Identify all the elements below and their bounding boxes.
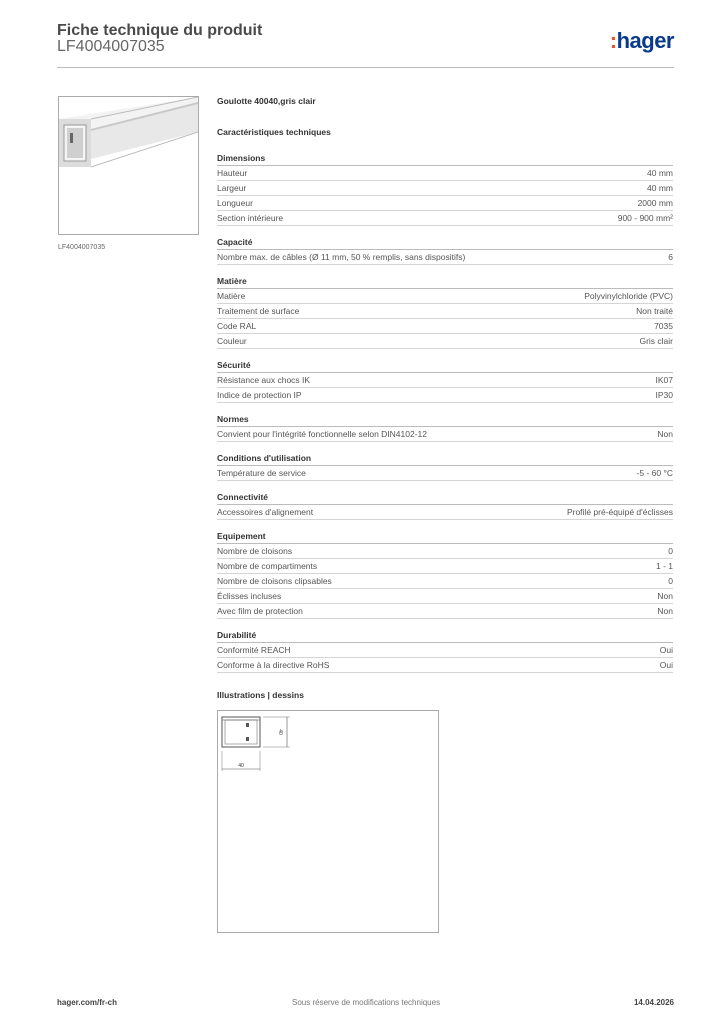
specs-heading: Caractéristiques techniques [217,127,331,137]
spec-row [217,166,673,181]
spec-section [217,628,673,673]
spec-row [217,319,673,334]
section-heading: Durabilité [217,628,673,643]
hager-logo [610,28,674,54]
spec-section [217,151,673,226]
section-heading: Sécurité [217,358,673,373]
spec-value: 900 - 900 mm² [617,213,673,223]
spec-label: Température de service [217,468,306,478]
spec-section [217,490,673,520]
spec-value: 0 [668,576,673,586]
spec-label: Hauteur [217,168,248,178]
spec-value: 0 [668,546,673,556]
spec-label: Conforme à la directive RoHS [217,660,330,670]
spec-section [217,412,673,442]
spec-label: Longueur [217,198,253,208]
section-heading: Connectivité [217,490,673,505]
spec-row [217,289,673,304]
spec-sections [217,151,673,673]
spec-row [217,574,673,589]
spec-row [217,589,673,604]
height-dimension-label: 40 [277,729,283,735]
width-dimension-label: 40 [238,763,244,769]
spec-value: 40 mm [647,168,673,178]
illustrations-title: Illustrations | dessins [217,690,304,700]
spec-label: Convient pour l'intégrité fonctionnelle selon DIN4102-12 [217,429,428,439]
spec-section [217,274,673,349]
spec-row [217,427,673,442]
spec-label: Code RAL [217,321,257,331]
spec-row [217,211,673,226]
spec-label: Matière [217,291,246,301]
spec-label: Accessoires d'alignement [217,507,314,517]
section-heading: Conditions d'utilisation [217,451,673,466]
spec-row [217,505,673,520]
spec-value: -5 - 60 °C [636,468,673,478]
footer-website: hager.com/fr-ch [57,998,118,1007]
spec-label: Traitement de surface [217,306,300,316]
spec-value: 6 [668,252,673,262]
spec-value: Gris clair [639,336,673,346]
cross-section-drawing [218,711,438,932]
spec-label: Section intérieure [217,213,284,223]
spec-value: 2000 mm [637,198,673,208]
footer-disclaimer: Sous réserve de modifications techniques [292,998,441,1007]
logo-dots: : [609,28,617,53]
footer-date: 14.04.2026 [633,998,674,1007]
spec-value: Polyvinylchloride (PVC) [584,291,673,301]
spec-row [217,388,673,403]
spec-label: Conformité REACH [217,645,291,655]
product-reference: LF4004007035 [57,38,165,55]
spec-value: 7035 [654,321,673,331]
spec-value: 40 mm [647,183,673,193]
header-divider [57,67,674,68]
section-heading: Dimensions [217,151,673,166]
spec-value: IP30 [655,390,673,400]
spec-label: Nombre de compartiments [217,561,318,571]
spec-row [217,304,673,319]
spec-value: IK07 [655,375,673,385]
illustration-box [217,710,439,933]
spec-row [217,544,673,559]
page-title: Fiche technique du produit [57,22,263,39]
section-heading: Matière [217,274,673,289]
spec-label: Nombre de cloisons clipsables [217,576,332,586]
product-name: Goulotte 40040,gris clair [217,96,316,106]
spec-value: Profilé pré-équipé d'éclisses [566,507,673,517]
spec-section [217,358,673,403]
section-heading: Capacité [217,235,673,250]
spec-row [217,196,673,211]
spec-label: Indice de protection IP [217,390,302,400]
spec-value: Non [657,429,673,439]
spec-value: Oui [659,660,673,670]
spec-row [217,466,673,481]
section-heading: Normes [217,412,673,427]
product-image-caption: LF4004007035 [58,244,106,251]
spec-label: Avec film de protection [217,606,303,616]
spec-value: Non [657,606,673,616]
spec-section [217,529,673,619]
section-heading: Equipement [217,529,673,544]
spec-row [217,559,673,574]
spec-label: Largeur [217,183,247,193]
spec-label: Résistance aux chocs IK [217,375,311,385]
spec-value: Oui [659,645,673,655]
product-image [58,96,199,235]
spec-row [217,250,673,265]
spec-column [217,96,673,682]
spec-row [217,373,673,388]
spec-section [217,451,673,481]
spec-value: Non [657,591,673,601]
spec-label: Nombre de cloisons [217,546,293,556]
spec-row [217,334,673,349]
spec-row [217,658,673,673]
spec-label: Nombre max. de câbles (Ø 11 mm, 50 % remplis, sans dispositifs) [217,252,466,262]
spec-value: Non traité [636,306,673,316]
logo-text: hager [616,28,674,53]
spec-row [217,181,673,196]
spec-row [217,643,673,658]
spec-value: 1 - 1 [655,561,673,571]
spec-row [217,604,673,619]
spec-label: Couleur [217,336,247,346]
spec-label: Éclisses incluses [217,591,282,601]
spec-section [217,235,673,265]
